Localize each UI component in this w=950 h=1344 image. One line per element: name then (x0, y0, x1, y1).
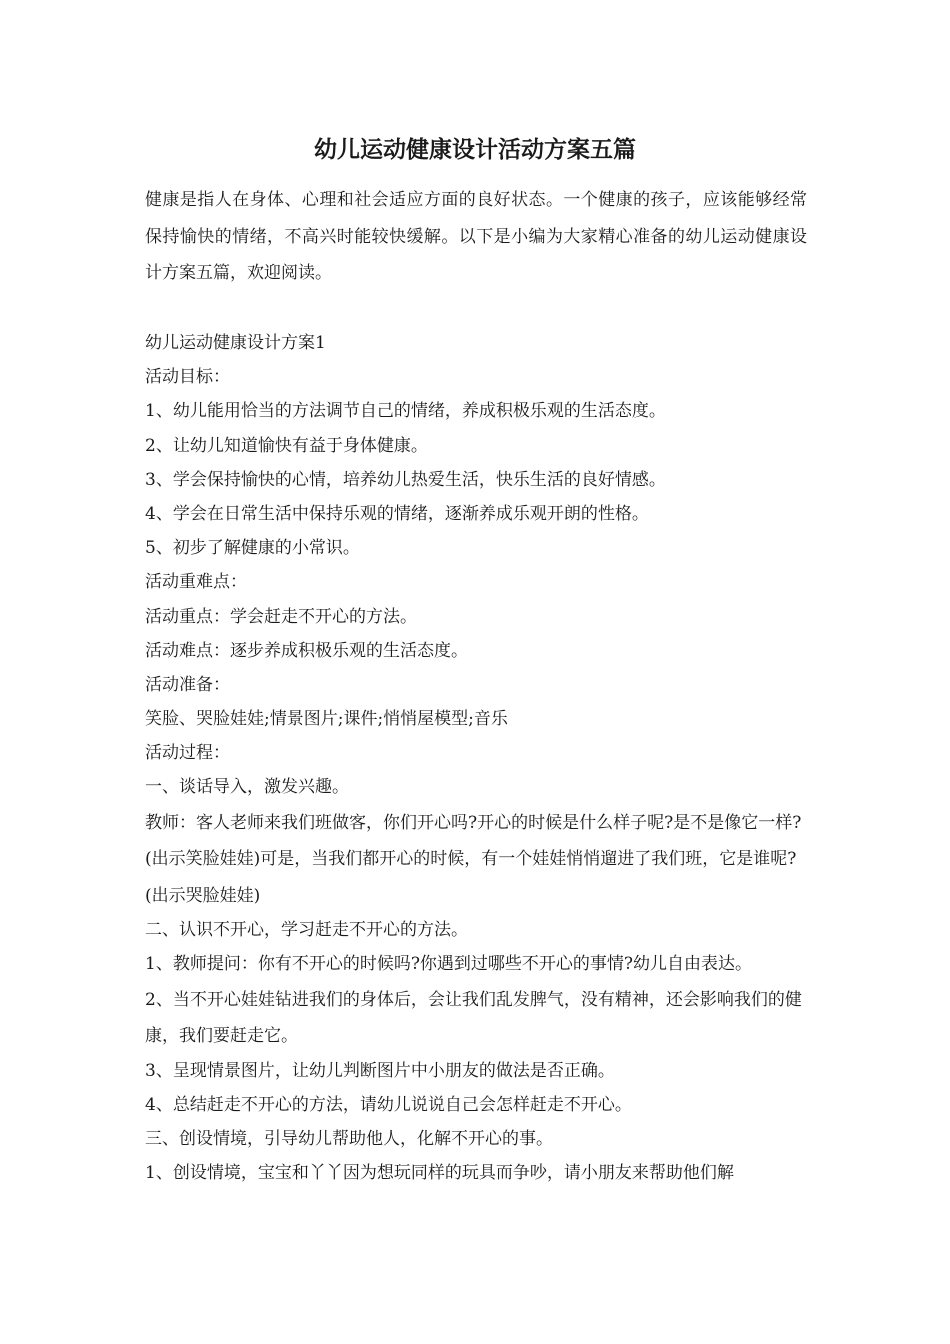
text-line: 活动目标： (145, 367, 230, 388)
text-line: 三、创设情境，引导幼儿帮助他人，化解不开心的事。 (145, 1128, 553, 1149)
text-line: 5、初步了解健康的小常识。 (145, 538, 360, 559)
text-line: 二、认识不开心，学习赶走不开心的方法。 (145, 920, 468, 941)
text-line: 2、让幼儿知道愉快有益于身体健康。 (145, 435, 428, 456)
text-line: 活动重难点： (145, 572, 247, 593)
text-line: 3、呈现情景图片，让幼儿判断图片中小朋友的做法是否正确。 (145, 1060, 615, 1081)
text-line: 活动过程： (145, 743, 230, 764)
text-line: 活动重点：学会赶走不开心的方法。 (145, 606, 417, 627)
text-line: 4、总结赶走不开心的方法，请幼儿说说自己会怎样赶走不开心。 (145, 1094, 632, 1115)
text-line: 一、谈话导入，激发兴趣。 (145, 777, 349, 798)
intro-paragraph: 健康是指人在身体、心理和社会适应方面的良好状态。一个健康的孩子，应该能够经常保持愉快的情绪，不高兴时能较快缓解。以下是小编为大家精心准备的幼儿运动健康设计方案五篇，欢迎阅读。 (145, 190, 807, 283)
text-paragraph: 2、当不开心娃娃钻进我们的身体后，会让我们乱发脾气，没有精神，还会影响我们的健康，我们要赶走它。 (145, 989, 802, 1046)
text-line: 笑脸、哭脸娃娃;情景图片;课件;悄悄屋模型;音乐 (145, 709, 508, 730)
text-line: 活动难点：逐步养成积极乐观的生活态度。 (145, 640, 468, 661)
text-line: 3、学会保持愉快的心情，培养幼儿热爱生活，快乐生活的良好情感。 (145, 469, 666, 490)
document-body (145, 326, 835, 1190)
text-paragraph: 教师：客人老师来我们班做客，你们开心吗?开心的时候是什么样子呢?是不是像它一样?(出示笑脸娃娃)可是，当我们都开心的时候，有一个娃娃悄悄遛进了我们班，它是谁呢?(出示哭脸娃娃) (145, 812, 802, 906)
text-line: 1、教师提问：你有不开心的时候吗?你遇到过哪些不开心的事情?幼儿自由表达。 (145, 954, 753, 975)
document-title: 幼儿运动健康设计活动方案五篇 (314, 136, 636, 163)
section-heading: 幼儿运动健康设计方案1 (145, 333, 326, 353)
text-line: 4、学会在日常生活中保持乐观的情绪，逐渐养成乐观开朗的性格。 (145, 503, 649, 524)
text-line: 活动准备： (145, 674, 230, 695)
text-line: 1、幼儿能用恰当的方法调节自己的情绪，养成积极乐观的生活态度。 (145, 401, 666, 422)
text-line: 1、创设情境，宝宝和丫丫因为想玩同样的玩具而争吵，请小朋友来帮助他们解 (145, 1163, 734, 1184)
